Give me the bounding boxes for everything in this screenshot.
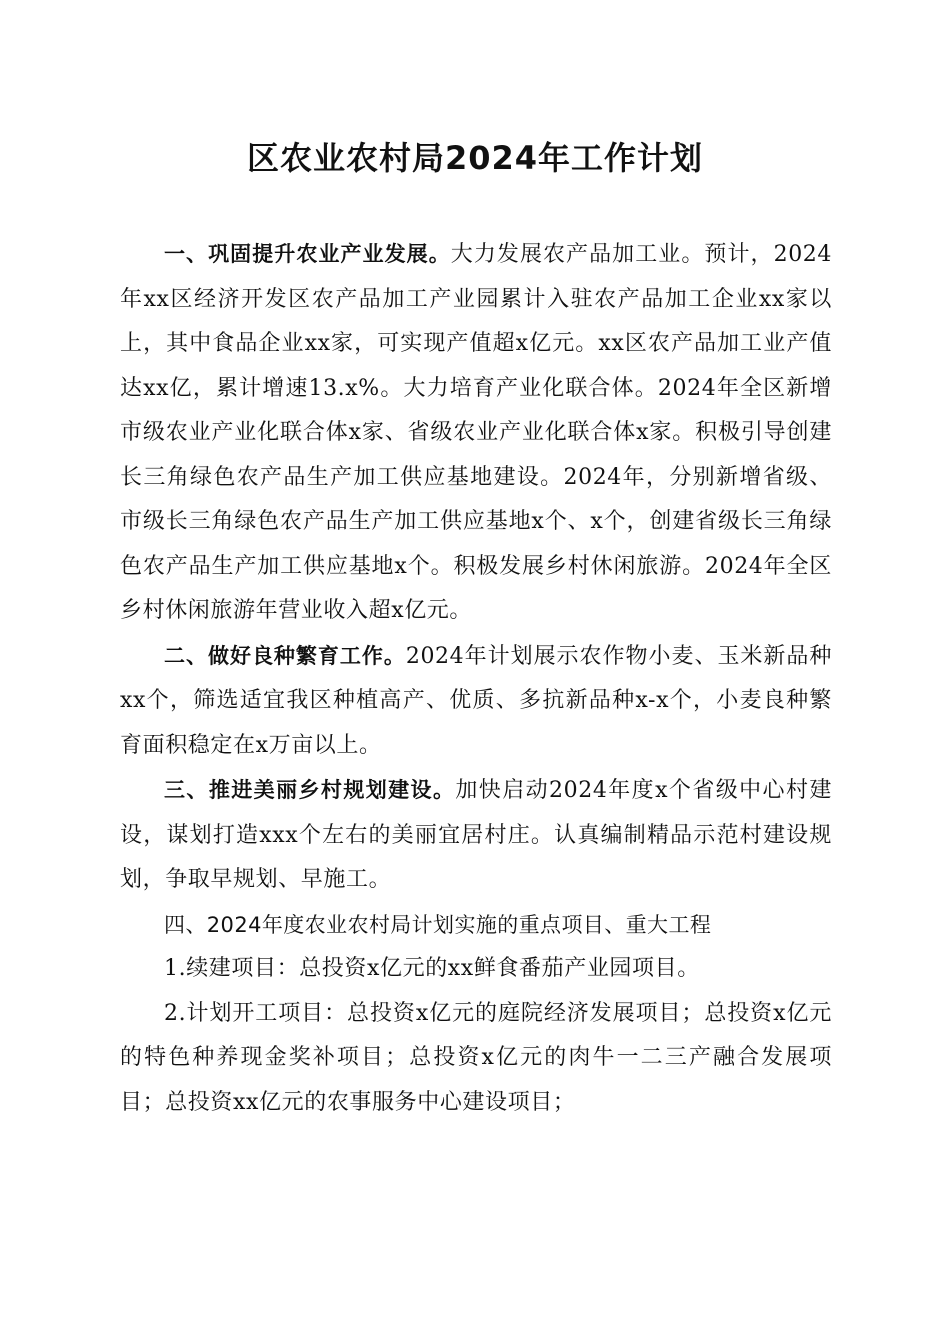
section-2-heading: 二、做好良种繁育工作。: [164, 643, 406, 668]
section-2-text: 2024年计划展示农作物小麦、玉米新品种xx个，筛选适宜我区种植高产、优质、多抗新品种x-x个，小麦良种繁育面积稳定在x万亩以上。: [120, 643, 832, 758]
section-1-heading: 一、巩固提升农业产业发展。: [164, 242, 451, 266]
section-3-text: 加快启动2024年度x个省级中心村建设，谋划打造xxx个左右的美丽宜居村庄。认真编制精品示范村建设规划，争取早规划、早施工。: [120, 778, 832, 892]
item-1-paragraph: 1.续建项目：总投资x亿元的xx鲜食番茄产业园项目。: [164, 956, 700, 981]
document-title: 区农业农村局2024年工作计划: [246, 139, 704, 177]
item-2-paragraph: 2.计划开工项目：总投资x亿元的庭院经济发展项目；总投资x亿元的特色种养现金奖补项目；总投资x亿元的肉牛一二三产融合发展项目；总投资xx亿元的农事服务中心建设项目；: [120, 1000, 832, 1115]
section-3-paragraph: [120, 768, 832, 903]
section-1-text: 大力发展农产品加工业。预计，2024年xx区经济开发区农产品加工产业园累计入驻农产品加工企业xx家以上，其中食品企业xx家，可实现产值超x亿元。xx区农产品加工业产值达xx亿，累计增速13.x%。大力培育产业化联合体。2024年全区新增市级农业产业化联合体x家、省级农业产业化联合体x家。积极引导创建长三角绿色农产品生产加工供应基地建设。2024年，分别新增省级、市级长三角绿色农产品生产加工供应基地x个、x个，创建省级长三角绿色农产品生产加工供应基地x个。积极发展乡村休闲旅游。2024年全区乡村休闲旅游年营业收入超x亿元。: [120, 242, 832, 623]
section-3-heading: 三、推进美丽乡村规划建设。: [164, 778, 456, 802]
section-4-heading: 四、2024年度农业农村局计划实施的重点项目、重大工程: [164, 912, 712, 937]
section-2-paragraph: [120, 634, 832, 769]
section-1-paragraph: [120, 232, 832, 634]
document-body: [120, 232, 832, 1125]
